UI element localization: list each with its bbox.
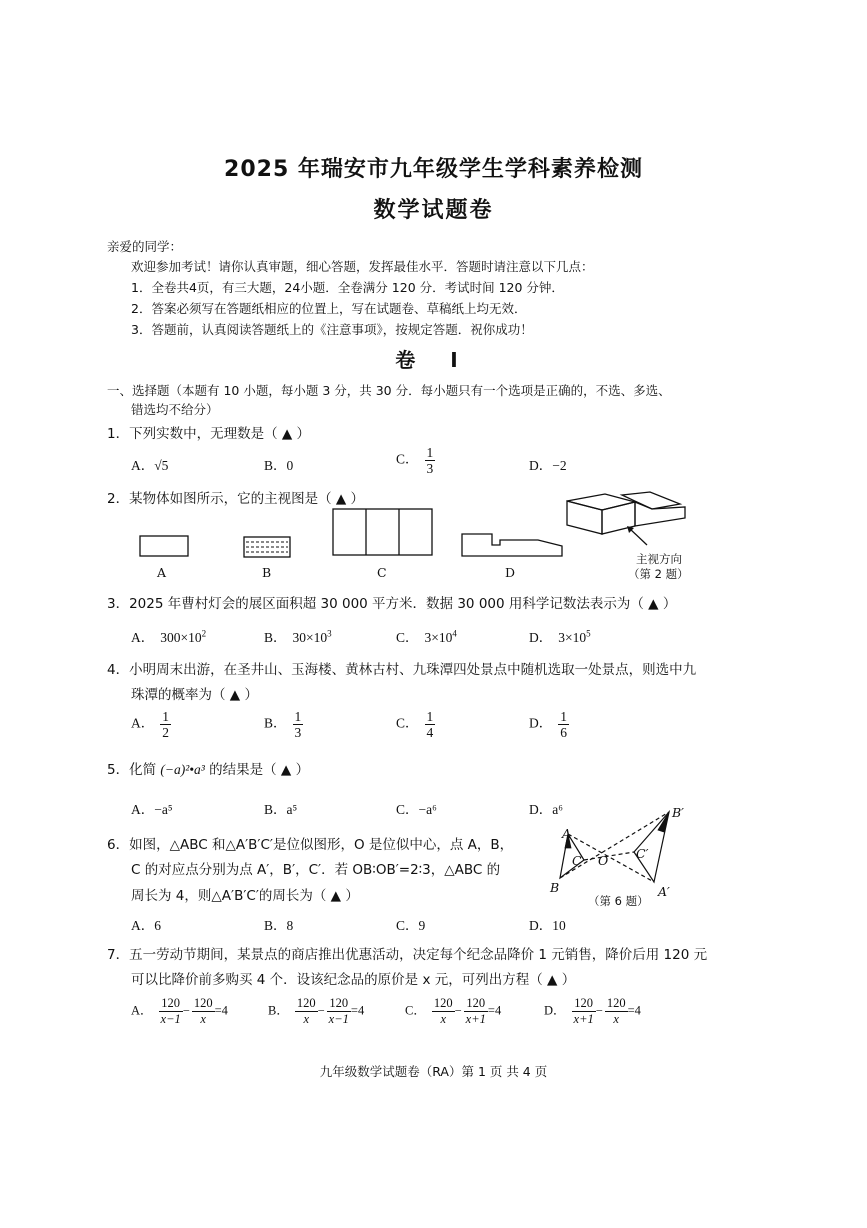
q6-stem-line2: C 的对应点分别为点 A′，B′，C′．若 OB∶OB′=2∶3，△ABC 的	[131, 862, 501, 878]
notice-line-1: 1．全卷共4页，有三大题，24小题．全卷满分 120 分．考试时间 120 分钟．	[131, 280, 564, 295]
q4-c-num: 1	[426, 709, 434, 724]
q6-point-a-prime: A′	[658, 884, 670, 899]
q2-label-b: B	[262, 565, 272, 580]
q7-c-n1: 120	[433, 996, 453, 1010]
section-heading-line1: 一、选择题（本题有 10 小题，每小题 3 分，共 30 分．每小题只有一个选项是正确的，不选、多选、	[107, 383, 671, 398]
q7-b-n1: 120	[296, 996, 316, 1010]
q4-d-label: D．	[529, 715, 553, 731]
q4-a-num: 1	[162, 709, 169, 724]
q7-b-rhs: =4	[350, 1003, 365, 1018]
q5-stem-pre: 5．化简	[107, 762, 161, 778]
q7-a-n1: 120	[159, 996, 183, 1012]
q5-stem	[107, 758, 309, 778]
q2-figures	[130, 490, 710, 585]
q6-point-c: C	[572, 853, 582, 868]
q7-b-n2: 120	[327, 996, 351, 1012]
notice-line-2: 2．答案必须写在答题纸相应的位置上，写在试题卷、草稿纸上均无效．	[131, 301, 527, 316]
q3-a-base: 300×10	[160, 630, 202, 645]
q6-point-b-prime: B′	[672, 805, 685, 820]
q6-point-c-prime: C′	[636, 846, 649, 861]
q3-a-exponent: 2	[201, 628, 207, 639]
q4-d-num: 1	[560, 709, 567, 724]
q3-d-label: D．	[529, 630, 553, 645]
q7-b-d1: x	[303, 1012, 309, 1026]
q2-label-c: C	[377, 565, 387, 580]
q4-c-label: C．	[396, 715, 419, 731]
q3-option-a	[131, 626, 206, 646]
page-subtitle: 数学试题卷	[373, 198, 494, 223]
q7-c-n2: 120	[464, 996, 488, 1012]
section-heading-line2: 错选均不给分）	[131, 402, 219, 417]
q5-option-c: C．−a⁶	[396, 802, 437, 817]
page-title: 2025 年瑞安市九年级学生学科素养检测	[224, 157, 643, 182]
q3-c-label: C．	[396, 630, 419, 645]
q3-stem: 3．2025 年曹村灯会的展区面积超 30 000 平方米．数据 30 000 用科学记数法表示为（ ▲ ）	[107, 596, 677, 612]
q7-d-d2: x	[613, 1012, 619, 1026]
q4-a-den: 2	[162, 725, 169, 740]
q2-view-b	[244, 537, 290, 557]
q7-b-d2: x−1	[328, 1012, 349, 1026]
q2-figure-caption: （第 2 题）	[628, 567, 689, 581]
q6-point-b: B	[550, 880, 560, 895]
q7-b-label: B．	[268, 1003, 289, 1018]
q7-stem-line2: 可以比降价前多购买 4 个．设该纪念品的原价是 x 元，可列出方程（ ▲ ）	[131, 972, 576, 988]
q7-a-rhs: =4	[214, 1003, 228, 1018]
q3-option-d	[529, 626, 591, 646]
q3-option-b	[264, 626, 332, 646]
q1-option-d: D．−2	[529, 458, 567, 473]
q4-b-label: B．	[264, 715, 287, 731]
q5-option-a: A．−a⁵	[131, 802, 173, 817]
q3-b-exponent: 3	[327, 628, 332, 639]
q1-option-c-label: C．	[396, 451, 419, 467]
volume-heading: 卷 Ⅰ	[395, 348, 472, 372]
q6-stem-line1: 6．如图，△ABC 和△A′B′C′是位似图形，O 是位似中心，点 A，B，	[107, 837, 514, 853]
q7-d-rhs: =4	[627, 1003, 641, 1018]
q1-stem: 1．下列实数中，无理数是（ ▲ ）	[107, 426, 311, 442]
q7-a-d2: x	[200, 1012, 206, 1026]
q1-c-numerator: 1	[426, 445, 434, 460]
q7-d-n2: 120	[606, 996, 626, 1010]
q2-solid-object	[567, 492, 685, 534]
q4-stem-line2: 珠潭的概率为（ ▲ ）	[131, 687, 258, 703]
q7-c-rhs: =4	[487, 1003, 502, 1018]
q3-c-exponent: 4	[452, 628, 457, 639]
q3-d-exponent: 5	[586, 628, 591, 639]
notice-greeting: 亲爱的同学：	[107, 239, 183, 254]
q7-c-d2: x+1	[465, 1012, 486, 1026]
q3-b-base: 30×10	[292, 630, 328, 645]
q6-option-c: C．9	[396, 918, 426, 933]
q2-stem: 2．某物体如图所示，它的主视图是（ ▲ ）	[107, 491, 365, 507]
notice-line-0: 欢迎参加考试！请你认真审题，细心答题，发挥最佳水平．答题时请注意以下几点：	[131, 259, 594, 274]
q3-option-c	[396, 626, 457, 646]
q1-option-b: B．0	[264, 458, 294, 473]
q3-c-base: 3×10	[424, 630, 453, 645]
q7-stem-line1: 7．五一劳动节期间，某景点的商店推出优惠活动，决定每个纪念品降价 1 元销售，降价后用 120 元	[107, 947, 708, 963]
q2-view-a	[140, 536, 188, 556]
q4-c-den: 4	[426, 725, 434, 740]
q7-option-a: A． $\frac{120}{x-1}$ − $\frac{120}{x}$ =4	[131, 996, 228, 1026]
q7-option-b: B． $\frac{120}{x}$ − $\frac{120}{x-1}$ =4	[268, 996, 365, 1026]
q6-option-b: B．8	[264, 918, 294, 933]
q5-stem-math: (−a)²•a³	[160, 762, 205, 777]
q7-a-d1: x−1	[160, 1012, 181, 1026]
q7-d-n1: 120	[572, 996, 596, 1012]
q4-stem-line1: 4．小明周末出游，在圣井山、玉海楼、黄林古村、九珠潭四处景点中随机选取一处景点，则选中九	[107, 662, 697, 678]
q2-view-c	[333, 509, 432, 555]
q6-option-a: A．6	[131, 918, 161, 933]
q5-stem-post: 的结果是（ ▲ ）	[204, 762, 310, 778]
q7-a-n2: 120	[193, 996, 213, 1010]
notice-line-3: 3．答题前，认真阅读答题纸上的《注意事项》，按规定答题．祝你成功！	[131, 322, 533, 337]
q6-figure-caption: （第 6 题）	[588, 894, 649, 908]
q3-d-base: 3×10	[558, 630, 587, 645]
q3-b-label: B．	[264, 630, 287, 645]
q7-d-label: D．	[544, 1003, 566, 1018]
q7-option-d: D． $\frac{120}{x+1}$ − $\frac{120}{x}$ =4	[544, 996, 641, 1026]
q7-option-c: C． $\frac{120}{x}$ − $\frac{120}{x+1}$ =4	[405, 996, 502, 1026]
q5-option-d: D．a⁶	[529, 802, 563, 817]
q7-c-d1: x	[440, 1012, 446, 1026]
q4-option-a	[131, 709, 171, 740]
q7-c-label: C．	[405, 1003, 426, 1018]
q4-b-den: 3	[294, 725, 302, 740]
q2-view-d	[462, 534, 562, 556]
q7-a-label: A．	[131, 1003, 153, 1018]
q6-point-a: A	[562, 826, 572, 841]
q1-option-c	[396, 445, 435, 476]
q6-stem-line3: 周长为 4，则△A′B′C′的周长为（ ▲ ）	[131, 888, 359, 904]
q3-a-label: A．	[131, 630, 155, 645]
q6-point-o: O	[598, 853, 609, 868]
q1-c-denominator: 3	[426, 461, 434, 476]
q2-label-d: D	[505, 565, 516, 580]
q1-option-a: A．√5	[131, 458, 169, 473]
q7-d-d1: x+1	[573, 1012, 594, 1026]
q6-option-d: D．10	[529, 918, 566, 933]
q4-option-c	[396, 709, 435, 740]
q2-label-a: A	[157, 565, 167, 580]
q2-view-direction-arrow	[629, 528, 647, 545]
q4-b-num: 1	[294, 709, 302, 724]
q5-option-b: B．a⁵	[264, 802, 298, 817]
q4-d-den: 6	[560, 725, 567, 740]
page-footer: 九年级数学试题卷（RA）第 1 页 共 4 页	[319, 1064, 548, 1079]
q4-option-b	[264, 709, 303, 740]
q4-a-label: A．	[131, 715, 155, 731]
q4-option-d	[529, 709, 569, 740]
q2-direction-label: 主视方向	[636, 552, 682, 566]
